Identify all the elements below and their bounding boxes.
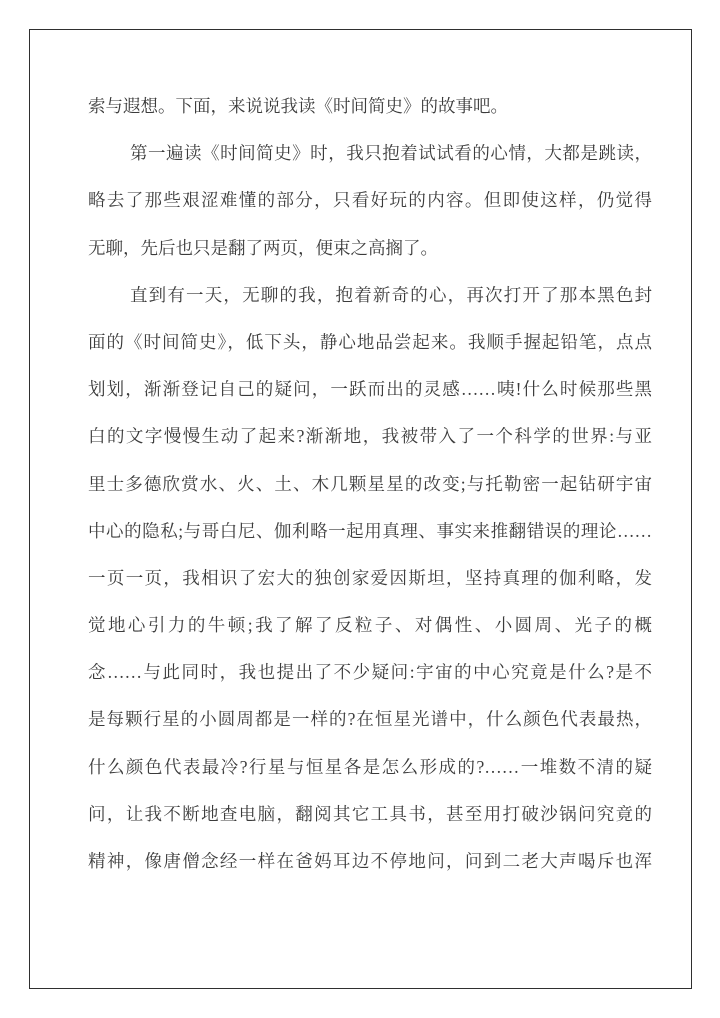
text-line: 中心的隐私;与哥白尼、伽利略一起用真理、事实来推翻错误的理论…… bbox=[88, 520, 652, 541]
text-line: 里士多德欣赏水、火、土、木几颗星星的改变;与托勒密一起钻研宇宙 bbox=[88, 473, 652, 494]
text-line: 什么颜色代表最冷?行星与恒星各是怎么形成的?……一堆数不清的疑 bbox=[88, 756, 652, 777]
text-line: 面的《时间简史》，低下头，静心地品尝起来。我顺手握起铅笔，点点 bbox=[88, 331, 652, 352]
text-line: 觉地心引力的牛顿;我了解了反粒子、对偶性、小圆周、光子的概 bbox=[88, 615, 652, 636]
text-line: 精神，像唐僧念经一样在爸妈耳边不停地问，问到二老大声喝斥也浑 bbox=[88, 851, 652, 871]
text-line: 白的文字慢慢生动了起来?渐渐地，我被带入了一个科学的世界:与亚 bbox=[88, 426, 652, 447]
text-line: 一页一页，我相识了宏大的独创家爱因斯坦，坚持真理的伽利略，发 bbox=[88, 567, 652, 588]
text-line: 第一遍读《时间简史》时，我只抱着试试看的心情，大都是跳读， bbox=[130, 143, 652, 164]
text-line: 是每颗行星的小圆周都是一样的?在恒星光谱中，什么颜色代表最热， bbox=[88, 709, 652, 730]
text-line: 划划，渐渐登记自己的疑问，一跃而出的灵感……咦!什么时候那些黑 bbox=[88, 379, 652, 400]
text-line: 问，让我不断地查电脑，翻阅其它工具书，甚至用打破沙锅问究竟的 bbox=[88, 803, 652, 824]
text-line: 念……与此同时，我也提出了不少疑问:宇宙的中心究竟是什么?是不 bbox=[88, 662, 652, 683]
document-body bbox=[88, 83, 652, 885]
text-line: 直到有一天，无聊的我，抱着新奇的心，再次打开了那本黑色封 bbox=[130, 284, 652, 305]
text-line: 无聊，先后也只是翻了两页，便束之高搁了。 bbox=[88, 237, 438, 258]
text-line: 索与遐想。下面，来说说我读《时间简史》的故事吧。 bbox=[88, 96, 508, 116]
text-line: 略去了那些艰涩难懂的部分，只看好玩的内容。但即使这样，仍觉得 bbox=[88, 190, 652, 211]
